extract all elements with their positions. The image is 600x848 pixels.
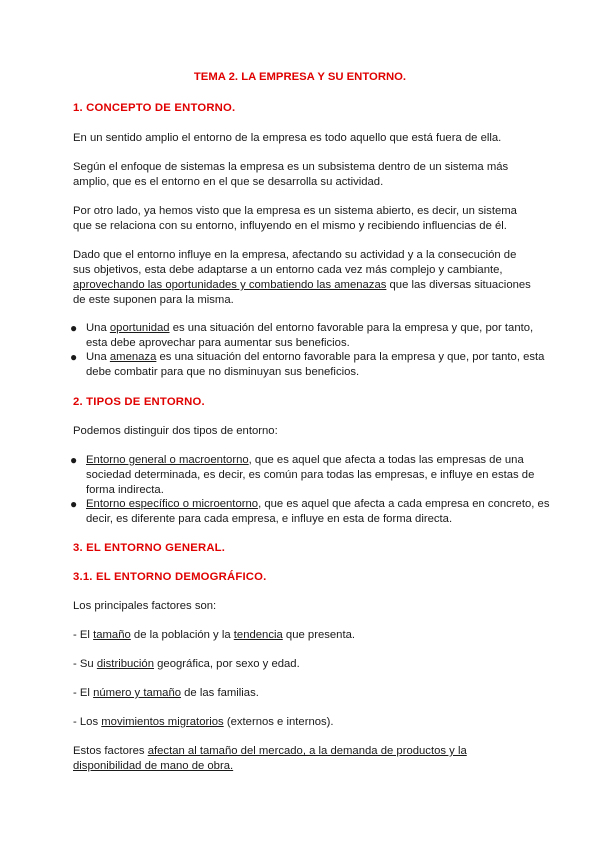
text: Una bbox=[86, 322, 110, 334]
document-title: TEMA 2. LA EMPRESA Y SU ENTORNO. bbox=[193, 71, 407, 83]
text: (externos e internos). bbox=[223, 716, 334, 728]
paragraph: Por otro lado, ya hemos visto que la empresa es un sistema abierto, es decir, un sistema que se relaciona con su entorno, influyendo en el mismo y recibiendo influencias de él. bbox=[73, 205, 517, 232]
text: que las diversas situaciones de este suponen para la misma. bbox=[73, 279, 531, 306]
paragraph: En un sentido amplio el entorno de la empresa es todo aquello que está fuera de ella. bbox=[73, 132, 502, 144]
text: geográfica, por sexo y edad. bbox=[154, 658, 300, 670]
underlined-text: tamaño bbox=[93, 629, 131, 641]
section-2-heading: 2. TIPOS DE ENTORNO. bbox=[73, 396, 205, 408]
underlined-text: movimientos migratorios bbox=[101, 716, 224, 728]
factor-line bbox=[73, 657, 533, 672]
bullet-icon: ● bbox=[70, 350, 78, 364]
underlined-text: distribución bbox=[96, 658, 155, 670]
underlined-text: aprovechando las oportunidades y combatiendo las amenazas bbox=[73, 279, 387, 291]
list-item bbox=[68, 497, 552, 527]
subsection-heading: 3.1. EL ENTORNO DEMOGRÁFICO. bbox=[73, 571, 267, 583]
paragraph: Según el enfoque de sistemas la empresa es un subsistema dentro de un sistema más amplio, que es el entorno en el que se desarrolla su actividad. bbox=[73, 161, 509, 188]
underlined-text: oportunidad bbox=[109, 322, 170, 334]
text: , que es aquel que afecta a cada empresa en concreto, es decir, es diferente para cada empresa, e influye en esta de forma directa. bbox=[86, 498, 550, 525]
section-1-heading: 1. CONCEPTO DE ENTORNO. bbox=[73, 102, 236, 114]
factor-line bbox=[73, 628, 533, 643]
bullet-icon: ● bbox=[70, 453, 78, 467]
text: es una situación del entorno favorable para la empresa y que, por tanto, esta debe combatir para que no disminuyan sus beneficios. bbox=[86, 351, 545, 378]
text: de las familias. bbox=[181, 687, 259, 699]
bullet-icon: ● bbox=[70, 497, 78, 511]
section-3-heading: 3. EL ENTORNO GENERAL. bbox=[73, 542, 226, 554]
text: - Los bbox=[73, 716, 102, 728]
underlined-text: Entorno específico o microentorno bbox=[86, 498, 259, 510]
paragraph bbox=[73, 744, 483, 774]
list-item bbox=[68, 453, 552, 498]
list-item bbox=[68, 321, 552, 351]
text: - El bbox=[73, 687, 94, 699]
factor-line bbox=[73, 686, 533, 701]
underlined-text: amenaza bbox=[109, 351, 157, 363]
paragraph: Los principales factores son: bbox=[73, 600, 217, 612]
bullet-icon: ● bbox=[70, 321, 78, 335]
text: - Su bbox=[73, 658, 97, 670]
paragraph bbox=[73, 248, 533, 308]
underlined-text: afectan al tamaño del mercado, a la demanda de productos y la disponibilidad de mano de obra. bbox=[73, 745, 467, 772]
list-item bbox=[68, 350, 552, 380]
text: Una bbox=[86, 351, 110, 363]
paragraph: Podemos distinguir dos tipos de entorno: bbox=[73, 425, 278, 437]
factor-line bbox=[73, 715, 533, 730]
text: es una situación del entorno favorable para la empresa y que, por tanto, esta debe aprovechar para aumentar sus beneficios. bbox=[86, 322, 534, 349]
underlined-text: tendencia bbox=[233, 629, 283, 641]
text: que presenta. bbox=[282, 629, 356, 641]
text: de la población y la bbox=[130, 629, 234, 641]
underlined-text: Entorno general o macroentorno bbox=[86, 454, 249, 466]
text: Estos factores bbox=[73, 745, 148, 757]
text: - El bbox=[73, 629, 94, 641]
text: , que es aquel que afecta a todas las empresas de una sociedad determinada, es decir, es común para todas las empresas, e influye en estas de forma indirecta. bbox=[86, 454, 535, 496]
underlined-text: número y tamaño bbox=[93, 687, 182, 699]
text: Dado que el entorno influye en la empresa, afectando su actividad y a la consecución de sus objetivos, esta debe adaptarse a un entorno cada vez más complejo y cambiante, bbox=[73, 249, 517, 276]
